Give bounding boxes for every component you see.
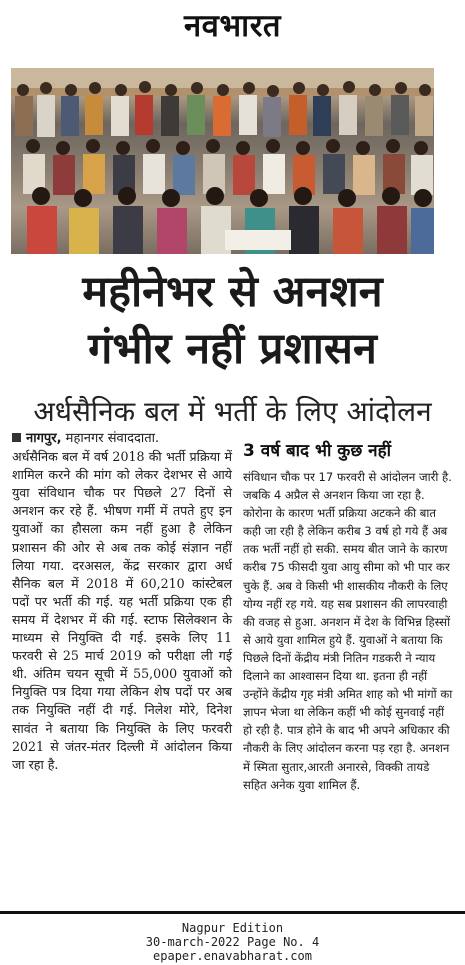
- dateline: [12, 430, 232, 448]
- protest-banner: [225, 230, 291, 250]
- article-body-left: अर्धसैनिक बल में वर्ष 2018 की भर्ती प्रक्रिया में शामिल करने की मांग को लेकर देशभर से आये युवा संविधान चौक पर पिछले 27 दिनों से अनशन कर रहे हैं. भीषण गर्मी में तपते हुए इन युवाओं का हौसला कम नहीं हुआ है लेकिन प्रशासन की ओर से अब तक कोई संज्ञान नहीं लिया गया. दरअसल, केंद्र सरकार द्वारा अर्ध सैनिक बल में 2018 में 60,210 कांस्टेबल पदों पर भर्ती की गई. यह भर्ती प्रक्रिया एक ही समय में देशभर में की गई. स्टाफ सिलेक्शन के माध्यम से नियुक्ति दी गई. इसके लिए 11 फरवरी से 25 मार्च 2019 को परीक्षा ली गई थी. अंतिम चयन सूची में 55,000 युवाओं को नियुक्ति पत्र दिया गया लेकिन शेष पदों पर अब तक नियुक्ति नहीं दी गई. निलेश मोरे, दिनेश सावंत ने बताया कि नियुक्ति के लिए फरवरी 2021 से जंतर-मंतर दिल्ली में आंदोलन किया जा रहा है.: [12, 449, 232, 772]
- headline-line-1: महीनेभर से अनशन: [82, 267, 383, 317]
- crowd-illustration: [11, 68, 434, 254]
- section-heading: 3 वर्ष बाद भी कुछ नहीं: [243, 441, 392, 461]
- dateline-credit: महानगर संवाददाता.: [61, 431, 160, 446]
- footer-site: epaper.enavabharat.com: [153, 949, 312, 963]
- footer-edition: Nagpur Edition: [181, 921, 284, 935]
- footer-date-page: 30-march-2022 Page No. 4: [145, 935, 320, 949]
- dateline-square-icon: [12, 433, 21, 442]
- article-column-right: [243, 440, 453, 794]
- article-body-right: संविधान चौक पर 17 फरवरी से आंदोलन जारी है. जबकि 4 अप्रैल से अनशन किया जा रहा है. कोरोना के कारण भर्ती प्रक्रिया अटकने की बात कही जा रही है लेकिन करीब 3 वर्ष हो गये हैं अब तक भर्ती नहीं हो सकी. समय बीत जाने के कारण करीब 75 फीसदी युवा आयु सीमा को भी पार कर चुके हैं. अब वे किसी भी शासकीय नौकरी के लिए योग्य नहीं रह गये. यह सब प्रशासन की लापरवाही की वजह से हुआ. अनशन में देश के विभिन्न हिस्सों से आये युवा शामिल हुये हैं. युवाओं ने बताया कि पिछले दिनों केंद्रीय मंत्री नितिन गडकरी ने न्याय दिलाने का आश्वासन दिया था. इतना ही नहीं उन्होंने केंद्रीय गृह मंत्री अमित शाह को भी मांगों का ज्ञापन भेजा था लेकिन कहीं भी कोई सुनवाई नहीं हो रही है. पात्र होने के बाद भी अपने अधिकार की नौकरी के लिए आंदोलन करना पड़ रहा है. अनशन में स्मिता सुतार,आरती अनारसे, विक्की तायडे सहित अनेक युवा शामिल हैं.: [243, 470, 453, 792]
- article-column-left: [12, 430, 232, 774]
- masthead-logo: नवभारत: [183, 8, 282, 44]
- protest-photo: [11, 68, 434, 254]
- headline-line-2: गंभीर नहीं प्रशासन: [88, 324, 377, 374]
- footer-divider: [0, 911, 465, 914]
- dateline-city: नागपुर,: [26, 431, 62, 446]
- subheadline: अर्धसैनिक बल में भर्ती के लिए आंदोलन: [33, 395, 432, 428]
